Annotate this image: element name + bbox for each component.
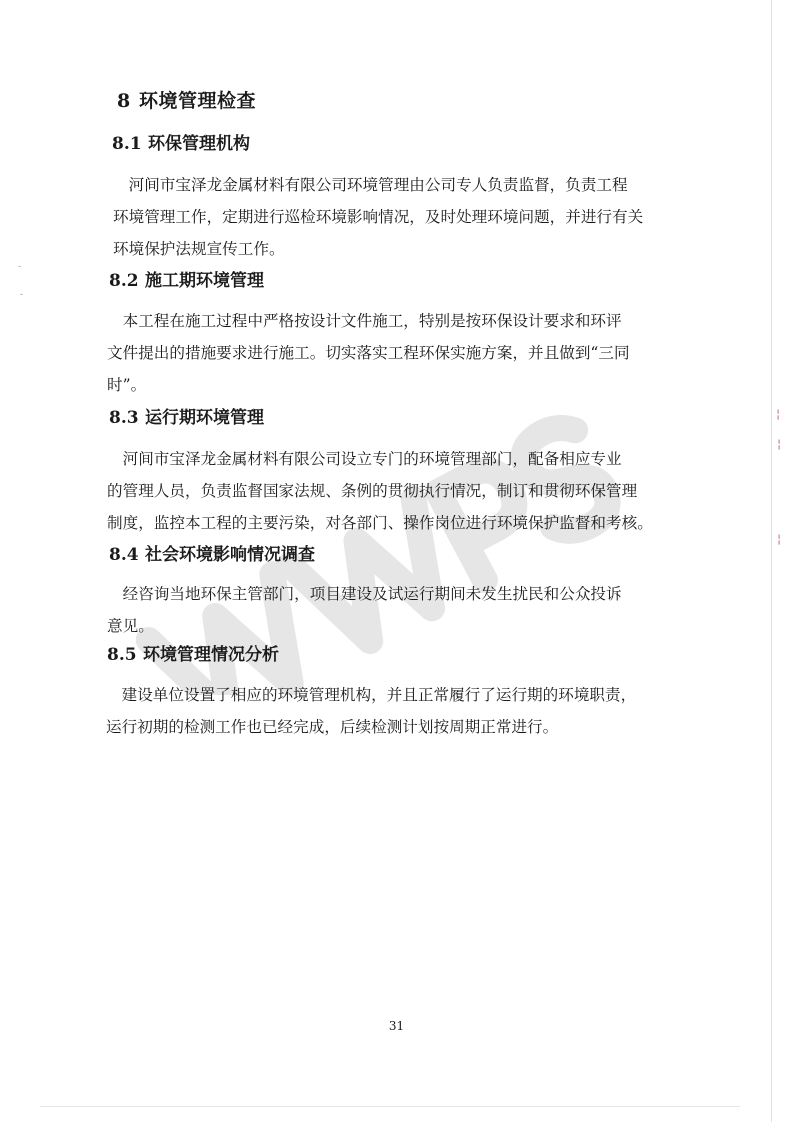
section-title: 社会环境影响情况调查 [145,545,315,565]
section-title: 运行期环境管理 [145,408,264,428]
section-number: 8.3 [109,408,139,428]
section-body-8-3 [107,443,667,539]
body-line: 本工程在施工过程中严格按设计文件施工，特别是按环保设计要求和环评 [107,312,622,330]
section-number: 8.1 [112,134,142,154]
body-line: 环境管理工作，定期进行巡检环境影响情况，及时处理环境问题，并进行有关 [113,208,644,226]
chapter-heading [117,86,256,113]
section-title: 施工期环境管理 [145,271,264,291]
section-title: 环保管理机构 [148,134,250,154]
scan-edge-line [771,0,772,1122]
section-heading-8-1 [112,129,250,154]
section-body-8-5 [106,679,666,743]
section-heading-8-2 [109,266,264,291]
body-line: 制度，监控本工程的主要污染，对各部门、操作岗位进行环境保护监督和考核。 [107,514,653,532]
scan-artifact-mark: - [20,290,24,300]
section-number: 8.5 [107,645,137,665]
body-line: 建设单位设置了相应的环境管理机构，并且正常履行了运行期的环境职责， [106,686,637,704]
scan-artifact-mark: - [18,262,22,272]
chapter-number: 8 [117,90,131,112]
section-title: 环境管理情况分析 [143,645,279,665]
chapter-title: 环境管理检查 [139,90,257,112]
body-line: 经咨询当地环保主管部门，项目建设及试运行期间未发生扰民和公众投诉 [107,585,622,603]
page-number: 31 [388,1019,405,1033]
section-number: 8.2 [109,271,139,291]
section-number: 8.4 [109,545,139,565]
body-line: 意见。 [107,617,154,635]
section-body-8-1 [113,169,673,265]
section-body-8-4 [107,578,667,642]
body-line: 运行初期的检测工作也已经完成，后续检测计划按周期正常进行。 [106,718,559,736]
body-line: 河间市宝泽龙金属材料有限公司设立专门的环境管理部门，配备相应专业 [107,450,622,468]
scan-artifact-mark: ╎ [776,535,783,546]
scan-artifact-mark: ╎ [775,410,782,421]
body-line: 时”。 [107,376,147,394]
body-line: 环境保护法规宣传工作。 [113,240,285,258]
body-line: 的管理人员，负责监督国家法规、条例的贯彻执行情况，制订和贯彻环保管理 [107,482,638,500]
section-heading-8-4 [109,540,315,565]
body-line: 河间市宝泽龙金属材料有限公司环境管理由公司专人负责监督，负责工程 [113,176,628,194]
scan-edge-line [40,1106,740,1107]
section-heading-8-5 [107,640,279,665]
section-body-8-2 [107,305,667,401]
section-heading-8-3 [109,403,264,428]
body-line: 文件提出的措施要求进行施工。切实落实工程环保实施方案，并且做到“三同 [107,344,630,362]
scan-artifact-mark: ╎ [776,440,783,451]
